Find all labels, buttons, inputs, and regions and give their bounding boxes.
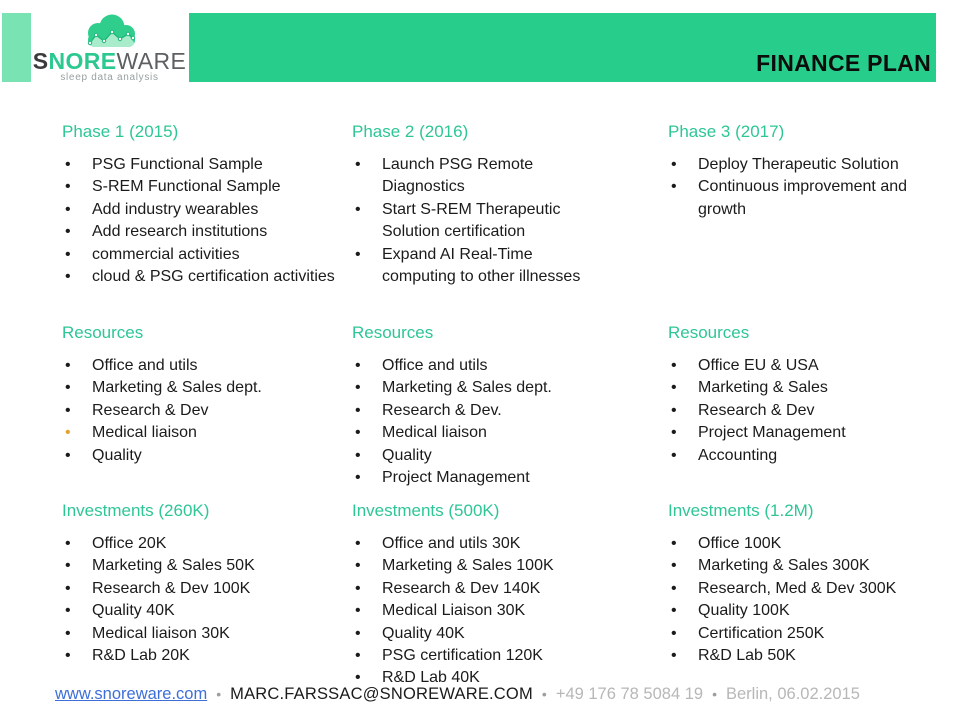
section-phase <box>62 121 340 288</box>
phase-list <box>668 154 946 221</box>
list-item: • Office and utils <box>352 355 597 377</box>
bullet-icon <box>65 266 71 288</box>
brand-letter-s: S <box>32 48 49 74</box>
bullet-icon <box>65 377 71 399</box>
location-date: Berlin, 06.02.2015 <box>726 685 860 703</box>
bullet-icon <box>671 377 677 399</box>
list-item: • Quality 100K <box>668 600 946 622</box>
content-columns <box>0 121 960 687</box>
slide-title: FINANCE PLAN <box>756 50 931 76</box>
brand-name <box>31 50 188 73</box>
bullet-icon <box>355 645 361 667</box>
logo <box>31 13 188 82</box>
bullet-icon <box>671 422 677 444</box>
brand-ware: WARE <box>116 48 187 74</box>
contact-phone: +49 176 78 5084 19 <box>555 685 704 703</box>
bullet-icon <box>65 578 71 600</box>
investments-list <box>352 533 597 690</box>
bullet-icon <box>65 645 71 667</box>
list-item: • Deploy Therapeutic Solution <box>668 154 946 176</box>
section-heading: Phase 1 (2015) <box>62 122 179 141</box>
section-resources <box>62 322 340 467</box>
resources-list <box>62 355 340 467</box>
section-heading: Phase 3 (2017) <box>668 122 785 141</box>
bullet-icon <box>355 355 361 377</box>
bullet-icon <box>65 600 71 622</box>
list-item: • Marketing & Sales 100K <box>352 555 597 577</box>
list-item: • Research & Dev <box>62 400 340 422</box>
bullet-icon <box>65 221 71 243</box>
bullet-icon <box>671 154 677 176</box>
section-heading: Investments (1.2M) <box>668 501 814 520</box>
list-item: • Marketing & Sales dept. <box>62 377 340 399</box>
section-resources <box>668 322 946 467</box>
phase-list <box>62 154 340 288</box>
bullet-icon <box>65 445 71 467</box>
bullet-icon <box>355 422 361 444</box>
section-investments <box>668 500 946 667</box>
section-heading: Resources <box>352 323 434 342</box>
list-item: • Marketing & Sales <box>668 377 946 399</box>
list-item: • Accounting <box>668 445 946 467</box>
phase-list <box>352 154 597 288</box>
list-item: • Medical liaison <box>352 422 597 444</box>
bullet-icon <box>65 555 71 577</box>
bullet-icon <box>65 422 71 444</box>
list-item: • R&D Lab 20K <box>62 645 340 667</box>
bullet-icon <box>671 623 677 645</box>
list-item: • Research & Dev 140K <box>352 578 597 600</box>
list-item: • Office and utils 30K <box>352 533 597 555</box>
bullet-icon <box>671 645 677 667</box>
list-item: • Quality 40K <box>62 600 340 622</box>
list-item: • PSG Functional Sample <box>62 154 340 176</box>
bullet-icon <box>65 623 71 645</box>
list-item: • Marketing & Sales 50K <box>62 555 340 577</box>
list-item: • cloud & PSG certification activities <box>62 266 340 288</box>
list-item: • Office 100K <box>668 533 946 555</box>
list-item: • Quality 40K <box>352 623 597 645</box>
list-item: • Project Management <box>352 467 597 489</box>
investments-list <box>62 533 340 667</box>
bullet-icon <box>355 600 361 622</box>
list-item: • Certification 250K <box>668 623 946 645</box>
list-item: • Expand AI Real-Time computing to other illnesses <box>352 244 597 289</box>
list-item: • Medical liaison 30K <box>62 623 340 645</box>
brand-nore: NORE <box>48 48 117 74</box>
bullet-icon <box>671 600 677 622</box>
footer <box>55 684 860 704</box>
list-item: • Add industry wearables <box>62 199 340 221</box>
list-item: • Project Management <box>668 422 946 444</box>
list-item: • Research & Dev. <box>352 400 597 422</box>
section-heading: Resources <box>62 323 144 342</box>
list-item: • Add research institutions <box>62 221 340 243</box>
bullet-icon <box>671 578 677 600</box>
bullet-icon <box>65 154 71 176</box>
bullet-icon <box>355 400 361 422</box>
list-item: • Start S-REM Therapeutic Solution certification <box>352 199 597 244</box>
list-item: • S-REM Functional Sample <box>62 176 340 198</box>
bullet-icon <box>65 199 71 221</box>
section-resources <box>352 322 597 489</box>
separator-dot: • <box>541 686 547 702</box>
list-item: • Marketing & Sales dept. <box>352 377 597 399</box>
list-item: • Office 20K <box>62 533 340 555</box>
header-band <box>189 13 936 82</box>
bullet-icon <box>355 244 361 266</box>
investments-list <box>668 533 946 667</box>
section-heading: Resources <box>668 323 750 342</box>
list-item: • Research & Dev 100K <box>62 578 340 600</box>
resources-list <box>668 355 946 467</box>
header-accent-strip <box>2 13 31 82</box>
list-item: • Launch PSG Remote Diagnostics <box>352 154 597 199</box>
list-item: • Office and utils <box>62 355 340 377</box>
list-item: • Quality <box>62 445 340 467</box>
bullet-icon <box>355 467 361 489</box>
bullet-icon <box>65 355 71 377</box>
list-item: • Medical Liaison 30K <box>352 600 597 622</box>
bullet-icon <box>671 355 677 377</box>
bullet-icon <box>671 533 677 555</box>
section-investments <box>62 500 340 667</box>
bullet-icon <box>355 445 361 467</box>
bullet-icon <box>355 199 361 221</box>
separator-dot: • <box>216 686 222 702</box>
list-item: • Research, Med & Dev 300K <box>668 578 946 600</box>
list-item: • Medical liaison <box>62 422 340 444</box>
bullet-icon <box>671 445 677 467</box>
section-heading: Investments (260K) <box>62 501 210 520</box>
bullet-icon <box>671 176 677 198</box>
bullet-icon <box>671 400 677 422</box>
resources-list <box>352 355 597 489</box>
list-item: • R&D Lab 40K <box>352 667 597 689</box>
section-heading: Investments (500K) <box>352 501 500 520</box>
section-phase <box>668 121 946 221</box>
section-investments <box>352 500 597 690</box>
section-heading: Phase 2 (2016) <box>352 122 469 141</box>
bullet-icon <box>65 533 71 555</box>
list-item: • Continuous improvement and growth <box>668 176 946 221</box>
bullet-icon <box>355 578 361 600</box>
bullet-icon <box>65 244 71 266</box>
bullet-icon <box>355 377 361 399</box>
separator-dot: • <box>712 686 717 702</box>
list-item: • Marketing & Sales 300K <box>668 555 946 577</box>
list-item: • Office EU & USA <box>668 355 946 377</box>
section-phase <box>352 121 597 288</box>
bullet-icon <box>65 400 71 422</box>
list-item: • Quality <box>352 445 597 467</box>
contact-email: MARC.FARSSAC@SNOREWARE.COM <box>230 685 533 703</box>
bullet-icon <box>355 555 361 577</box>
list-item: • PSG certification 120K <box>352 645 597 667</box>
bullet-icon <box>355 623 361 645</box>
bullet-icon <box>65 176 71 198</box>
brand-tagline: sleep data analysis <box>60 72 159 83</box>
bullet-icon <box>355 154 361 176</box>
list-item: • Research & Dev <box>668 400 946 422</box>
bullet-icon <box>671 555 677 577</box>
website-link[interactable]: www.snoreware.com <box>55 685 208 703</box>
list-item: • commercial activities <box>62 244 340 266</box>
bullet-icon <box>355 533 361 555</box>
list-item: • R&D Lab 50K <box>668 645 946 667</box>
